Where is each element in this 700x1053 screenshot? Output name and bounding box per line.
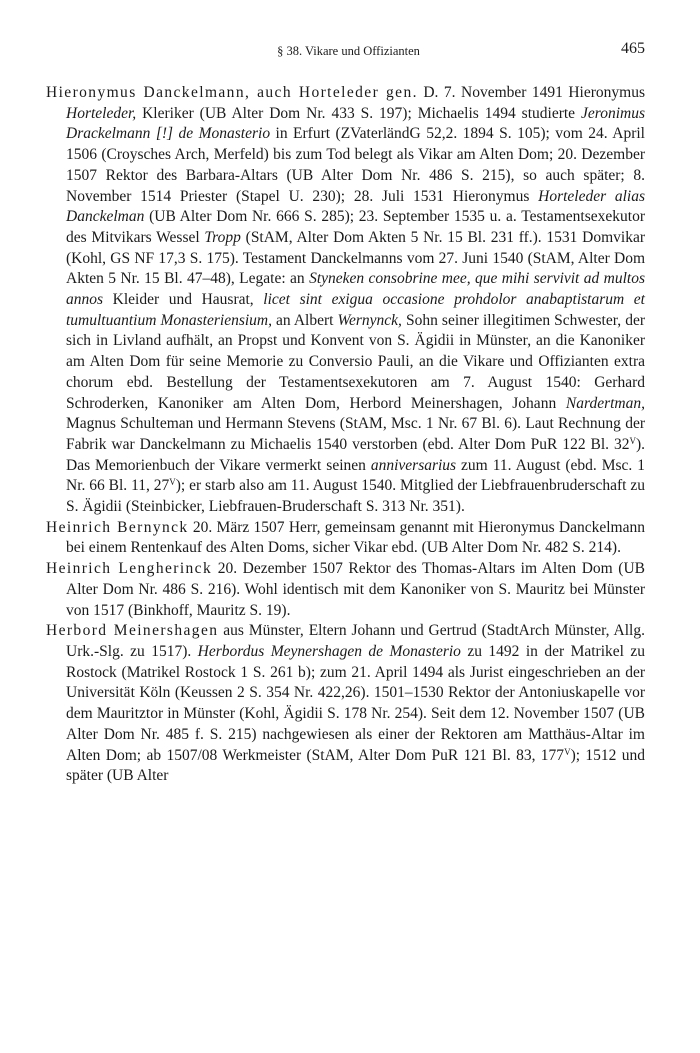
superscript: V (564, 746, 571, 757)
italic-text: Tropp (204, 228, 241, 246)
entry (46, 83, 645, 518)
entry (46, 559, 645, 621)
entry-text: D. 7. November 1491 Hieronymus (417, 84, 645, 101)
entry-name: Heinrich Bernynck (46, 518, 189, 536)
entry-text: an Albert (271, 311, 338, 329)
entry-text: ); 1512 und später (UB Alter (66, 746, 645, 785)
superscript: V (169, 477, 176, 488)
entry-text: ); er starb also am 11. August 1540. Mitglied der Liebfrauenbruderschaft zu S. Ägidii (Steinbicker, Liebfrauen-Bruderschaft S. 313 Nr. 351). (66, 477, 645, 516)
entry-text: Kleider und Hausrat, (103, 291, 264, 309)
page-number: 465 (621, 40, 645, 57)
entry-text: Kleriker (UB Alter Dom Nr. 433 S. 197); Michaelis 1494 studierte (136, 104, 581, 122)
entry-name: Herbord Meinershagen (46, 622, 219, 640)
entry-text: ). Das Memorienbuch der Vikare vermerkt seinen (66, 435, 645, 474)
italic-text: Styneken consobrine mee, que mihi servivit ad multos annos (66, 270, 645, 309)
entry-text: aus Münster, Eltern Johann und Gertrud (StadtArch Münster, Allg. Urk.-Slg. zu 1517). (66, 622, 645, 660)
entry-text: (StAM, Alter Dom Akten 5 Nr. 15 Bl. 231 ff.). 1531 Domvikar (Kohl, GS NF 17,3 S. 175). Testament Danckelmanns vom 27. Juni 1540 (StAM, Alter Dom Akten 5 Nr. 15 Bl. 47–48), Legate: an (66, 228, 645, 288)
italic-text: Horteleder alias Danckelman (66, 187, 646, 226)
italic-text: Herbordus Meynershagen de Monasterio (197, 642, 461, 660)
entry-text: zum 11. August (ebd. Msc. 1 Nr. 66 Bl. 11, 27 (66, 456, 645, 495)
entry (46, 518, 645, 559)
entry-text: in Erfurt (ZVaterländG 52,2. 1894 S. 105); vom 24. April 1506 (Croysches Arch, Merfeld) bis zum Tod belegt als Vikar am Alten Dom; 20. Dezember 1507 Rektor des Barbara-Altars (UB Alter Dom Nr. 486 S. 215), so auch später; 8. November 1514 Priester (Stapel U. 230); 28. Juli 1531 Hieronymus (66, 125, 645, 205)
entry-name: Hieronymus Danckelmann, auch Horteleder gen. (46, 84, 418, 101)
entry (46, 621, 645, 787)
italic-text: Wernynck, (337, 311, 402, 329)
entry-text: Sohn seiner illegitimen Schwester, der sich in Livland aufhält, an Propst und Konvent von S. Ägidii in Münster, an die Kanoniker am Alten Dom für seine Memorie zu Conversio Pauli, an die Vikare und Offizianten extra chorum ebd. Bestellung der Testamentsexekutoren am 7. August 1540: Gerhard Schroderken, Kanoniker am Alten Dom, Herbord Meinershagen, Johann (66, 311, 645, 412)
running-head: § 38. Vikare und Offizianten (277, 44, 420, 58)
italic-text: anniversarius (370, 456, 457, 474)
italic-text: Nardertman, (565, 394, 645, 412)
italic-text: Horteleder, (66, 104, 137, 122)
entry-text: 20. März 1507 Herr, gemeinsam genannt mit Hieronymus Danckelmann bei einem Rentenkauf des Alten Doms, sicher Vikar ebd. (UB Alter Dom Nr. 482 S. 214). (66, 518, 645, 557)
italic-text: Jeronimus Drackelmann [!] de Monasterio (66, 104, 645, 143)
entry-text: 20. Dezember 1507 Rektor des Thomas-Altars im Alten Dom (UB Alter Dom Nr. 486 S. 216). Wohl identisch mit dem Kanoniker von S. Mauritz bei Münster von 1517 (Binkhoff, Mauritz S. 19). (66, 560, 645, 619)
entry-text: (UB Alter Dom Nr. 666 S. 285); 23. September 1535 u. a. Testamentsexekutor des Mitvikars Wessel (66, 208, 645, 246)
italic-text: licet sint exigua occasione prohdolor anabaptistarum et tumultuantium Monasteriensium, (66, 291, 645, 329)
document-body (46, 83, 645, 787)
entry-text: zu 1492 in der Matrikel zu Rostock (Matrikel Rostock 1 S. 261 b); zum 21. April 1494 als Jurist eingeschrieben an der Universität Köln (Keussen 2 S. 354 Nr. 422,26). 1501–1530 Rektor der Antoniuskapelle vor dem Mauritztor in Münster (Kohl, Ägidii S. 178 Nr. 254). Seit dem 12. November 1507 (UB Alter Dom Nr. 485 f. S. 215) nachgewiesen als einer der Rektoren am Matthäus-Altar im Alten Dom; ab 1507/08 Werkmeister (StAM, Alter Dom PuR 121 Bl. 83, 177 (66, 642, 646, 764)
entry-text: Magnus Schulteman und Hermann Stevens (StAM, Msc. 1 Nr. 67 Bl. 6). Laut Rechnung der Fabrik war Danckelmann zu Michaelis 1540 verstorben (ebd. Alter Dom PuR 122 Bl. 32 (66, 415, 645, 453)
page-header (52, 40, 645, 60)
superscript: V (629, 435, 636, 446)
entry-name: Heinrich Lengherinck (46, 560, 213, 578)
